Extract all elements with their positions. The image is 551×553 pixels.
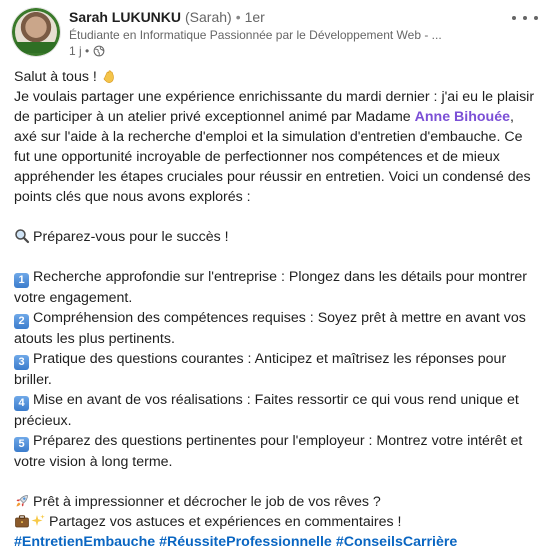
closing-line-1 [14, 492, 540, 512]
author-nickname: (Sarah) [185, 9, 232, 25]
number-2-icon: 2 [14, 314, 29, 329]
post-body [14, 67, 540, 552]
number-4-icon: 4 [14, 396, 29, 411]
intro-after: , axé sur l'aide à la recherche d'emploi et la simulation d'entretien d'embauche. Ce fut une opportunité incroyable de perfectionner nos compétences et de mieux appréhender les étapes cruciales pour réussir en entretien. Voici un condensé des points clés que nous avons explorés : [14, 109, 531, 205]
connection-degree: 1er [244, 9, 265, 25]
number-3-icon: 3 [14, 355, 29, 370]
greeting-line [14, 67, 540, 87]
author-avatar[interactable] [12, 8, 60, 56]
waving-hand-emoji [101, 68, 117, 84]
point-4 [14, 390, 540, 431]
point-5 [14, 431, 540, 472]
author-headline[interactable]: Étudiante en Informatique Passionnée par le Développement Web - ... [69, 28, 442, 42]
hashtag-link[interactable]: #EntretienEmbauche [14, 534, 156, 550]
point-2 [14, 308, 540, 349]
prepare-text: Préparez-vous pour le succès ! [33, 229, 229, 245]
post-header [0, 0, 551, 64]
point-text: Préparez des questions pertinentes pour l'employeur : Montrez votre intérêt et votre vision à long terme. [14, 433, 523, 470]
point-text: Pratique des questions courantes : Anticipez et maîtrisez les réponses pour briller. [14, 351, 507, 388]
greeting-text: Salut à tous ! [14, 69, 97, 85]
rocket-icon [14, 493, 30, 509]
hashtag-list [14, 532, 540, 552]
post-meta [69, 44, 105, 58]
separator-dot: • [235, 9, 241, 25]
intro-before: Je voulais partager une expérience enrichissante du mardi dernier : j'ai eu le plaisir de participer à un atelier privé exceptionnel animé par Madame [14, 89, 535, 125]
point-1 [14, 267, 540, 308]
sparkles-icon [30, 513, 46, 529]
mention-link[interactable]: Anne Bihouée [414, 109, 511, 125]
point-text: Mise en avant de vos réalisations : Faites ressortir ce qui vous rend unique et précieux. [14, 392, 519, 429]
closing-line-2 [14, 512, 540, 532]
point-text: Compréhension des compétences requises : Soyez prêt à mettre en avant vos atouts les plus pertinents. [14, 310, 526, 347]
avatar-badge [16, 42, 56, 53]
globe-icon [93, 45, 105, 57]
number-1-icon: 1 [14, 273, 29, 288]
hashtag-link[interactable]: #RéussiteProfessionnelle [159, 534, 332, 550]
author-line [69, 9, 265, 27]
briefcase-icon [14, 513, 30, 529]
intro-paragraph [14, 87, 540, 207]
author-name[interactable]: Sarah LUKUNKU [69, 9, 182, 25]
closing-text-1: Prêt à impressionner et décrocher le job de vos rêves ? [33, 494, 381, 510]
point-3 [14, 349, 540, 390]
closing-text-2: Partagez vos astuces et expériences en commentaires ! [49, 514, 402, 530]
number-5-icon: 5 [14, 437, 29, 452]
magnifying-glass-icon [14, 228, 30, 244]
point-text: Recherche approfondie sur l'entreprise : Plongez dans les détails pour montrer votre engagement. [14, 269, 528, 306]
post-time: 1 j • [69, 44, 90, 58]
prepare-line [14, 227, 540, 247]
hashtag-link[interactable]: #ConseilsCarrière [335, 534, 458, 550]
more-options-icon[interactable] [512, 10, 538, 26]
